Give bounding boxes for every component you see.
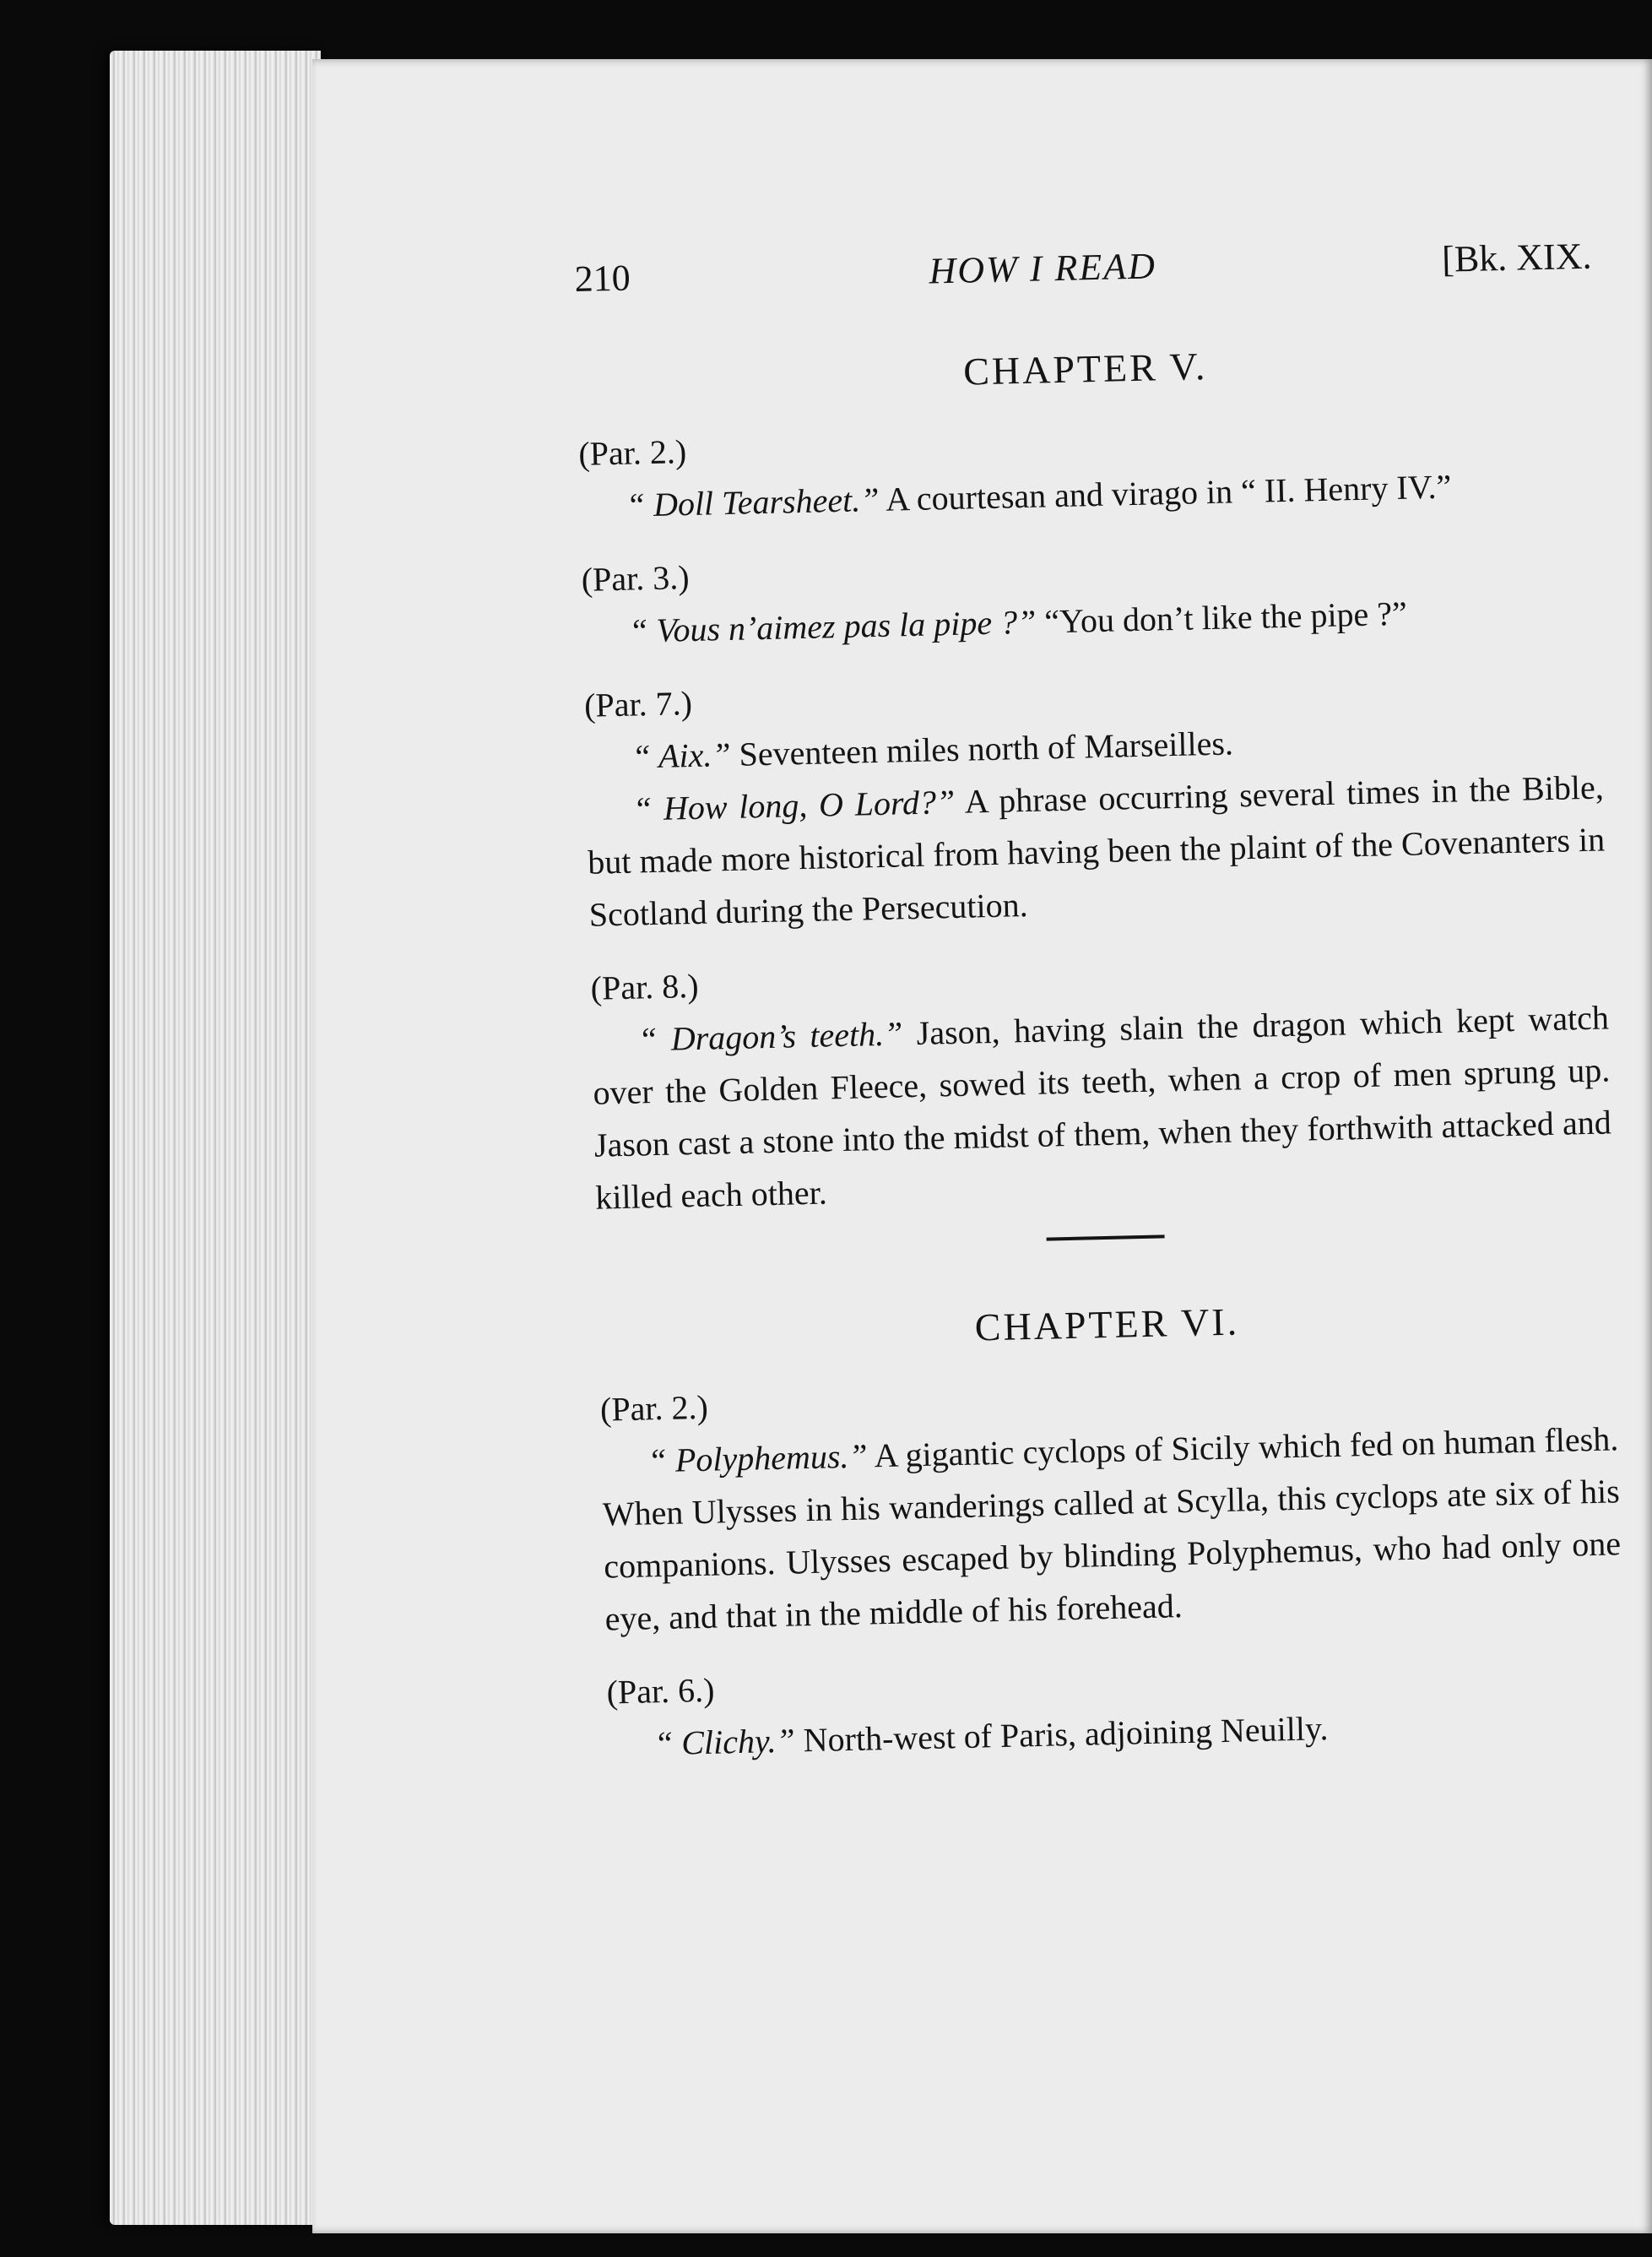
note-text: Jason, having slain the dragon which kept watch over the Golden Fleece, sowed its teeth, when a crop of men sprung up. Jason cast a stone into the midst of them, when they forthwith attacked and killed each other. xyxy=(593,998,1612,1217)
note-term: “ Aix.” xyxy=(631,735,732,776)
note-chapter-v-par-7 xyxy=(583,657,1606,941)
note-chapter-vi-par-6 xyxy=(606,1643,1626,1771)
section-divider xyxy=(1046,1234,1164,1240)
book-reference: [Bk. XIX. xyxy=(1441,235,1592,280)
note-term: “ Clichy.” xyxy=(653,1721,796,1763)
note-entry xyxy=(601,1413,1622,1645)
note-chapter-v-par-3 xyxy=(581,531,1601,659)
page-content xyxy=(574,231,1630,1993)
note-term: “ Doll Tearsheet.” xyxy=(626,480,880,524)
note-entry xyxy=(591,991,1612,1223)
page-edges xyxy=(110,51,321,2225)
note-text: North-west of Paris, adjoining Neuilly. xyxy=(794,1709,1329,1760)
page-number: 210 xyxy=(574,257,631,300)
chapter-vi-heading: CHAPTER VI. xyxy=(974,1299,1240,1349)
note-entry xyxy=(586,761,1606,941)
note-text: A gigantic cyclops of Sicily which fed on human flesh. When Ulysses in his wanderings called at Scylla, this cyclops ate six of his companions. Ulysses escaped by blinding Polyphemus, who had only one eye, and that in the middle of his forehead. xyxy=(602,1419,1622,1638)
note-chapter-v-par-8 xyxy=(590,939,1613,1223)
note-term: “ Polyphemus.” xyxy=(647,1436,869,1480)
note-term: “ How long, O Lord?” xyxy=(632,782,956,828)
par-label: (Par. 7.) xyxy=(583,683,693,724)
note-text: A courtesan and virago in “ II. Henry IV.” xyxy=(878,467,1452,518)
par-label: (Par. 8.) xyxy=(590,966,699,1007)
note-term: “ Dragon’s teeth.” xyxy=(637,1014,903,1059)
chapter-v-heading: CHAPTER V. xyxy=(962,345,1208,393)
note-term: “ Vous n’aimez pas la pipe ?” xyxy=(628,602,1037,650)
note-text: “You don’t like the pipe ?” xyxy=(1035,594,1408,641)
note-text: Seventeen miles north of Marseilles. xyxy=(730,724,1234,773)
running-title: HOW I READ xyxy=(929,245,1157,292)
par-label: (Par. 3.) xyxy=(581,558,691,599)
par-label: (Par. 2.) xyxy=(599,1387,709,1429)
note-text: A phrase occurring several times in the Bible, but made more historical from having been the plaint of the Covenanters in Scotland during the Persecution. xyxy=(587,768,1606,934)
par-label: (Par. 6.) xyxy=(606,1670,715,1712)
note-chapter-vi-par-2 xyxy=(599,1360,1622,1645)
par-label: (Par. 2.) xyxy=(577,432,687,473)
note-chapter-v-par-2 xyxy=(578,405,1598,533)
